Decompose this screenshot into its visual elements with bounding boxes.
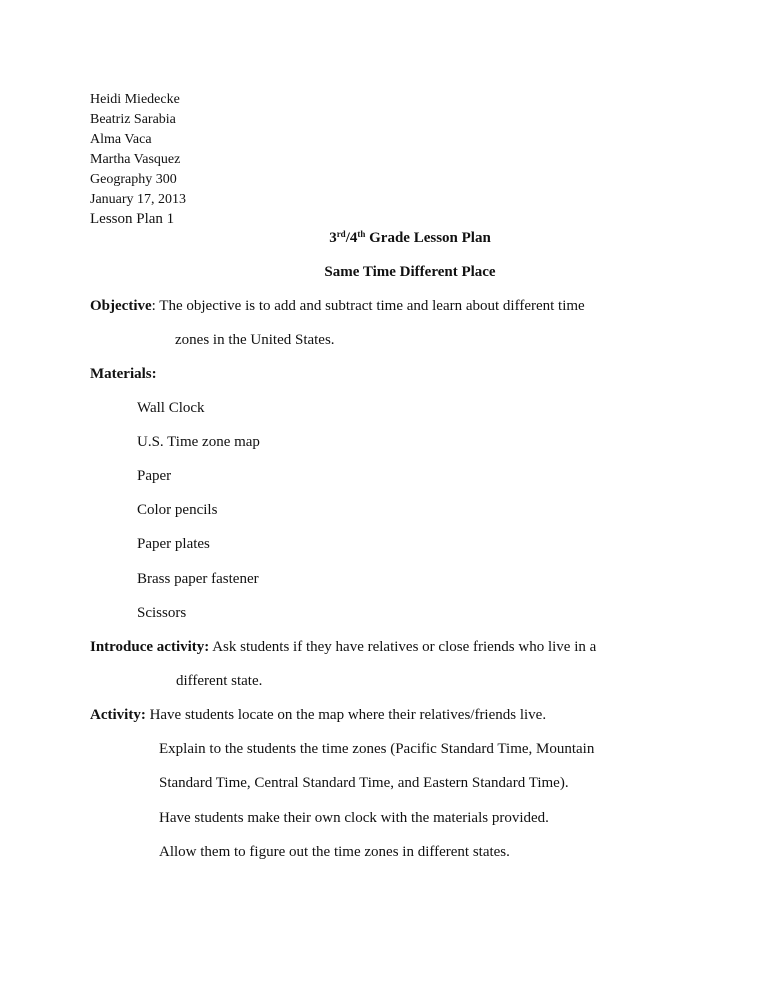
activity-line xyxy=(90,707,546,724)
materials-label: Materials: xyxy=(90,366,157,382)
author-name: Alma Vaca xyxy=(90,132,152,147)
activity-step: Standard Time, Central Standard Time, and Eastern Standard Time). xyxy=(159,775,569,791)
document-date: January 17, 2013 xyxy=(90,192,187,207)
introduce-line xyxy=(90,639,596,656)
author-name: Heidi Miedecke xyxy=(90,92,180,107)
activity-step: Have students make their own clock with the materials provided. xyxy=(159,810,549,826)
introduce-text: Ask students if they have relatives or close friends who live in a xyxy=(209,639,597,655)
objective-text: The objective is to add and subtract time and learn about different time xyxy=(159,298,585,314)
list-item: U.S. Time zone map xyxy=(137,434,260,450)
objective-line: Objective: The objective is to add and subtract time and learn about different time xyxy=(90,298,585,314)
introduce-label: Introduce activity: xyxy=(90,639,210,655)
list-item: Paper plates xyxy=(137,536,210,552)
activity-label: Activity: xyxy=(90,707,146,723)
list-item: Paper xyxy=(137,468,172,484)
page-title: 3rd/4th Grade Lesson Plan xyxy=(329,229,491,246)
objective-label: Objective xyxy=(90,298,152,314)
author-name: Beatriz Sarabia xyxy=(90,112,176,127)
introduce-text-continued: different state. xyxy=(176,673,263,689)
objective-text-continued: zones in the United States. xyxy=(175,332,335,348)
activity-step: Explain to the students the time zones (Pacific Standard Time, Mountain xyxy=(159,741,595,757)
author-name: Martha Vasquez xyxy=(90,152,181,167)
list-item: Scissors xyxy=(137,605,187,621)
course-name: Geography 300 xyxy=(90,172,177,187)
lesson-label: Lesson Plan 1 xyxy=(90,211,175,227)
page-subtitle: Same Time Different Place xyxy=(324,264,496,280)
list-item: Color pencils xyxy=(137,502,218,518)
list-item: Wall Clock xyxy=(137,400,205,416)
activity-step: Allow them to figure out the time zones in different states. xyxy=(159,844,510,860)
activity-text: Have students locate on the map where their relatives/friends live. xyxy=(145,707,547,723)
list-item: Brass paper fastener xyxy=(137,571,259,587)
